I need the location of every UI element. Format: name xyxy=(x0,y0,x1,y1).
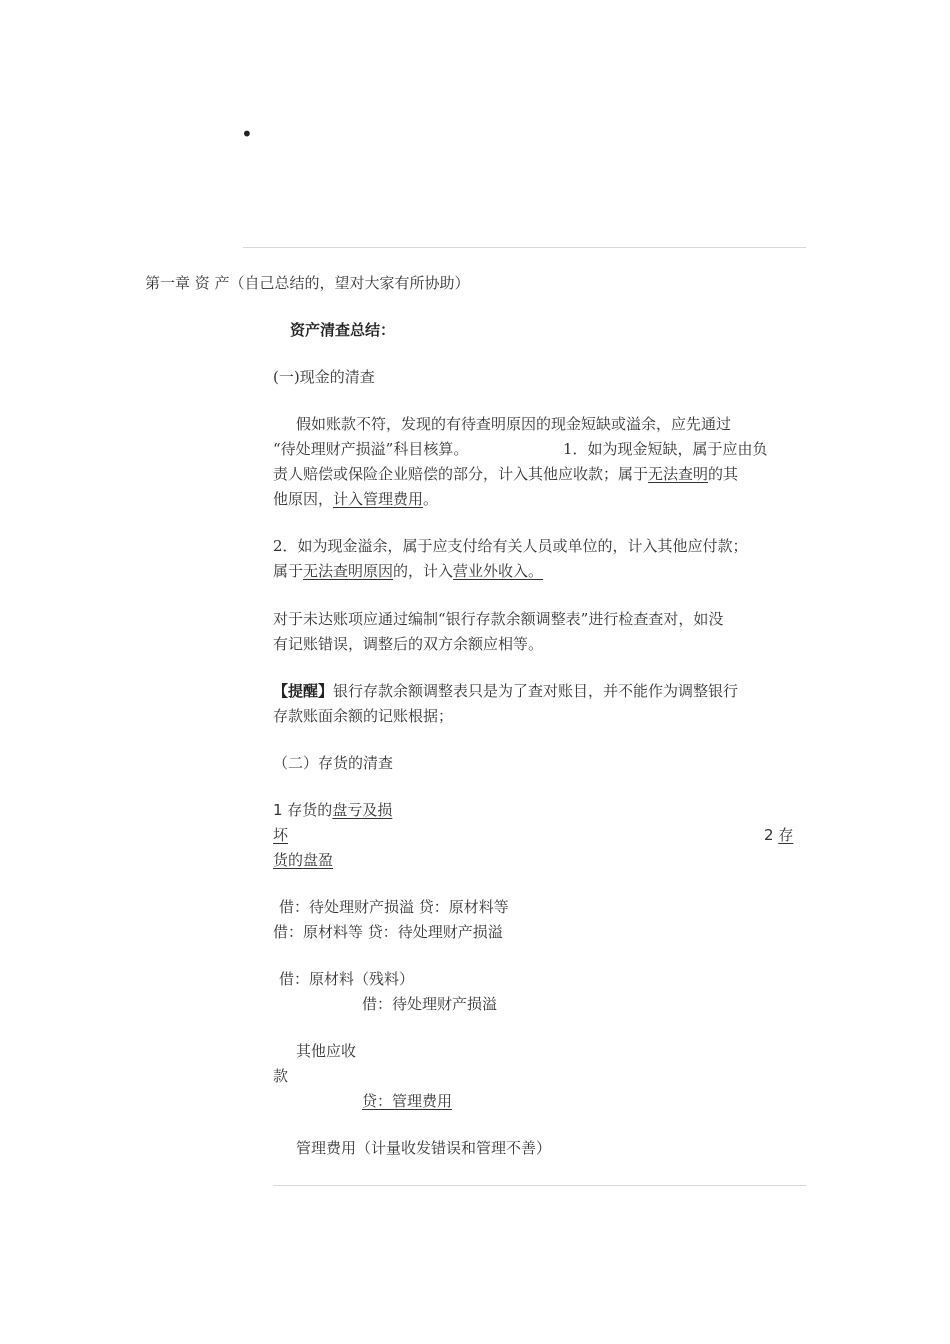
text-line: 2．如为现金溢余，属于应支付给有关人员或单位的，计入其他应付款； xyxy=(273,537,748,555)
journal-entry: 管理费用（计量收发错误和管理不善） xyxy=(296,1139,552,1157)
underlined-term: 贷：管理费用 xyxy=(362,1092,453,1110)
chapter-title: 第一章 资 产（自己总结的，望对大家有所协助） xyxy=(145,274,470,292)
text-span: 他原因， xyxy=(273,490,334,508)
journal-entry: 款 xyxy=(273,1067,289,1085)
text-line xyxy=(273,679,738,704)
text-span: 1 存货的 xyxy=(273,801,333,819)
summary-heading: 资产清查总结： xyxy=(290,321,396,339)
text-span: 属于 xyxy=(273,562,304,580)
reminder-label: 【提醒】 xyxy=(273,682,334,700)
underlined-term: 计入管理费用 xyxy=(333,490,424,508)
section-cash-title: (一)现金的清查 xyxy=(273,368,375,386)
text-span: 责人赔偿或保险企业赔偿的部分，计入其他应收款；属于 xyxy=(273,465,649,483)
text-line: 假如账款不符，发现的有待查明原因的现金短缺或溢余，应先通过 xyxy=(296,415,732,433)
journal-entry: 借：原材料（残料） xyxy=(279,970,415,988)
text-line: “待处理财产损溢”科目核算。 xyxy=(273,440,469,458)
underlined-term: 营业外收入。 xyxy=(453,562,544,580)
journal-entry: 借：待处理财产损溢 xyxy=(362,995,498,1013)
underlined-term: 盘亏及损 xyxy=(332,801,393,819)
text-line xyxy=(273,462,738,487)
text-span: 2 xyxy=(764,826,779,844)
journal-entry xyxy=(345,1089,452,1114)
text-line xyxy=(273,848,333,873)
text-line xyxy=(273,823,288,848)
text-span: 。 xyxy=(423,490,439,508)
text-span: 银行存款余额调整表只是为了查对账目，并不能作为调整银行 xyxy=(333,682,739,700)
list-bullet: • xyxy=(241,122,253,146)
text-line: 存款账面余额的记账根据； xyxy=(273,707,454,725)
text-line: 有记账错误，调整后的双方余额应相等。 xyxy=(273,635,544,653)
text-line xyxy=(764,823,793,848)
text-span: 的，计入 xyxy=(393,562,454,580)
text-line: 对于未达账项应通过编制“银行存款余额调整表”进行检查查对，如没 xyxy=(273,610,724,628)
text-line xyxy=(273,487,438,512)
journal-entry: 其他应收 xyxy=(296,1042,357,1060)
section-inventory-title: （二）存货的清查 xyxy=(273,754,394,772)
text-line xyxy=(273,559,543,584)
underlined-term: 存 xyxy=(778,826,794,844)
underlined-term: 无法查明 xyxy=(648,465,709,483)
top-divider xyxy=(243,247,806,248)
journal-entry: 借：待处理财产损溢 贷：原材料等 xyxy=(279,898,509,916)
underlined-term: 货的盘盈 xyxy=(273,851,334,869)
underlined-term: 无法查明原因 xyxy=(303,562,394,580)
text-line xyxy=(273,798,392,823)
bottom-divider xyxy=(273,1185,806,1186)
text-span: 的其 xyxy=(708,465,739,483)
text-line: 1．如为现金短缺，属于应由负 xyxy=(563,440,768,458)
underlined-term: 坏 xyxy=(273,826,289,844)
journal-entry: 借：原材料等 贷：待处理财产损溢 xyxy=(273,923,503,941)
